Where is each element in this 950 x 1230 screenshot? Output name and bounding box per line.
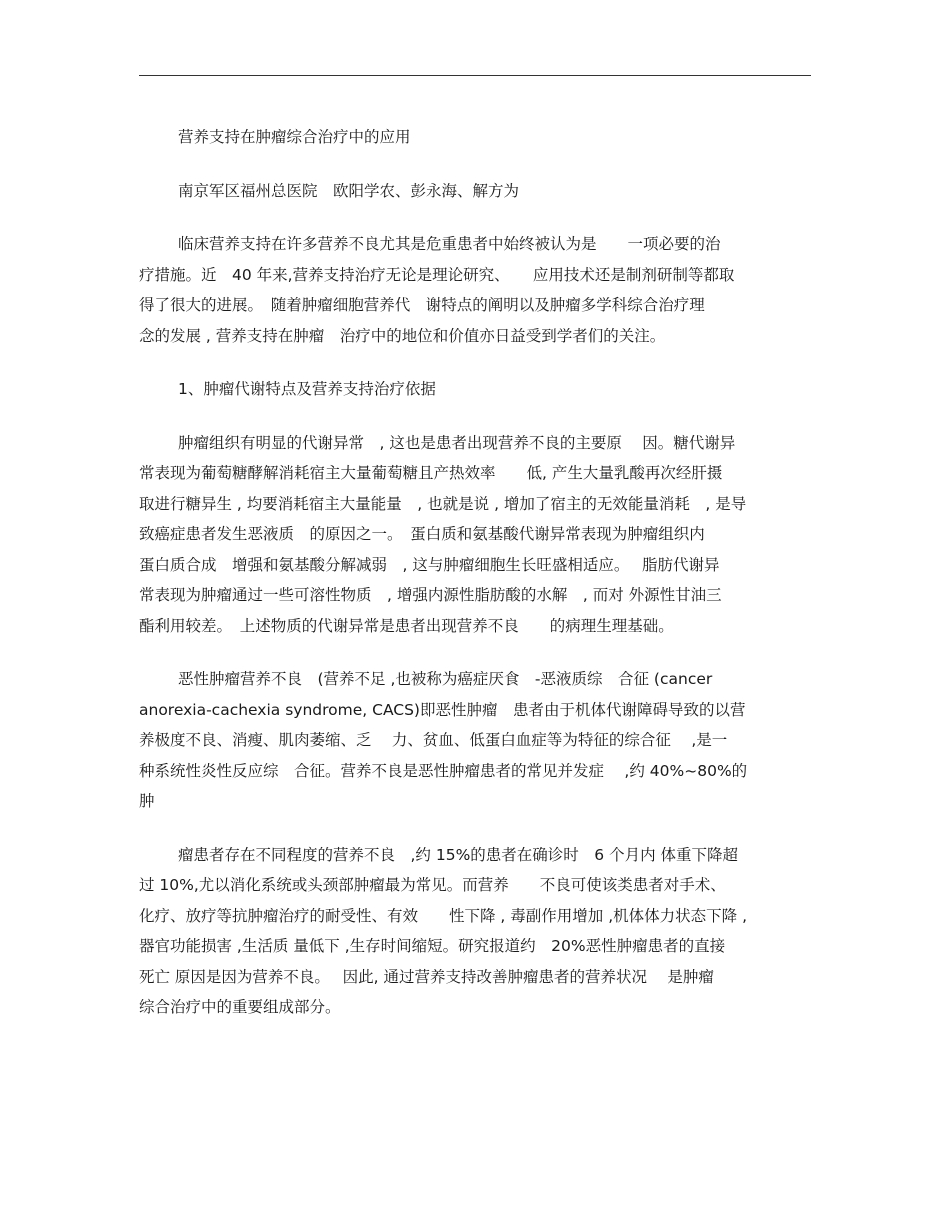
text-line: 肿 [139,792,155,810]
text-line: 瘤患者存在不同程度的营养不良 ,约 15%的患者在确诊时 6 个月内 体重下降超 [178,845,739,864]
paragraph-intro [139,229,811,351]
text-line: 肿瘤组织有明显的代谢异常 , 这也是患者出现营养不良的主要原 因。糖代谢异 [178,433,736,452]
text-line: 蛋白质合成 增强和氨基酸分解减弱 , 这与肿瘤细胞生长旺盛相适应。 脂肪代谢异 [139,555,720,574]
paragraph-malnutrition [139,664,811,817]
text-line: 临床营养支持在许多营养不良尤其是危重患者中始终被认为是 一项必要的治 [178,235,721,253]
text-line: 疗措施。近 40 年来,营养支持治疗无论是理论研究、 应用技术还是制剂研制等都取 [139,265,735,284]
paragraph-metabolism [139,428,811,642]
text-line: 综合治疗中的重要组成部分。 [139,998,341,1016]
text-line: 死亡 原因是因为营养不良。 因此, 通过营养支持改善肿瘤患者的营养状况 是肿瘤 [139,967,714,986]
text-line: 常表现为葡萄糖酵解消耗宿主大量葡萄糖且产热效率 低, 产生大量乳酸再次经肝摄 [139,464,723,482]
text-line: 养极度不良、消瘦、肌肉萎缩、乏 力、贫血、低蛋白血症等为特征的综合征 ,是一 [139,731,728,749]
text-line: 致癌症患者发生恶液质 的原因之一。 蛋白质和氨基酸代谢异常表现为肿瘤组织内 [139,525,705,543]
document-body [139,122,811,1023]
text-line: 化疗、放疗等抗肿瘤治疗的耐受性、有效 性下降 , 毒副作用增加 ,机体体力状态下降 , [139,906,747,925]
text-line: 取进行糖异生 , 均要消耗宿主大量能量 , 也就是说 , 增加了宿主的无效能量消耗 , 是导 [139,494,747,513]
document-title: 营养支持在肿瘤综合治疗中的应用 [178,128,411,146]
header-rule [139,75,811,76]
text-line: 恶性肿瘤营养不良 (营养不足 ,也被称为癌症厌食 -恶液质综 合征 (cancer [178,670,713,688]
text-line: 器官功能损害 ,生活质 量低下 ,生存时间缩短。研究报道约 20%恶性肿瘤患者的直接 [139,937,726,955]
text-line: 得了很大的进展。 随着肿瘤细胞营养代 谢特点的阐明以及肿瘤多学科综合治疗理 [139,296,705,314]
text-line: 种系统性炎性反应综 合征。营养不良是恶性肿瘤患者的常见并发症 ,约 40%~80%的 [139,761,748,780]
text-line: 常表现为肿瘤通过一些可溶性物质 , 增强内源性脂肪酸的水解 , 而对 外源性甘油三 [139,586,722,604]
text-line: anorexia-cachexia syndrome, CACS)即恶性肿瘤 患者由于机体代谢障碍导致的以营 [139,700,746,719]
text-line: 过 10%,尤以消化系统或头颈部肿瘤最为常见。而营养 不良可使该类患者对手术、 [139,876,726,894]
section-heading: 1、肿瘤代谢特点及营养支持治疗依据 [178,380,436,398]
text-line: 酯利用较差。 上述物质的代谢异常是患者出现营养不良 的病理生理基础。 [139,616,674,635]
document-authors: 南京军区福州总医院 欧阳学农、彭永海、解方为 [178,181,520,200]
text-line: 念的发展 , 营养支持在肿瘤 治疗中的地位和价值亦日益受到学者们的关注。 [139,326,666,345]
paragraph-consequences [139,840,811,1023]
